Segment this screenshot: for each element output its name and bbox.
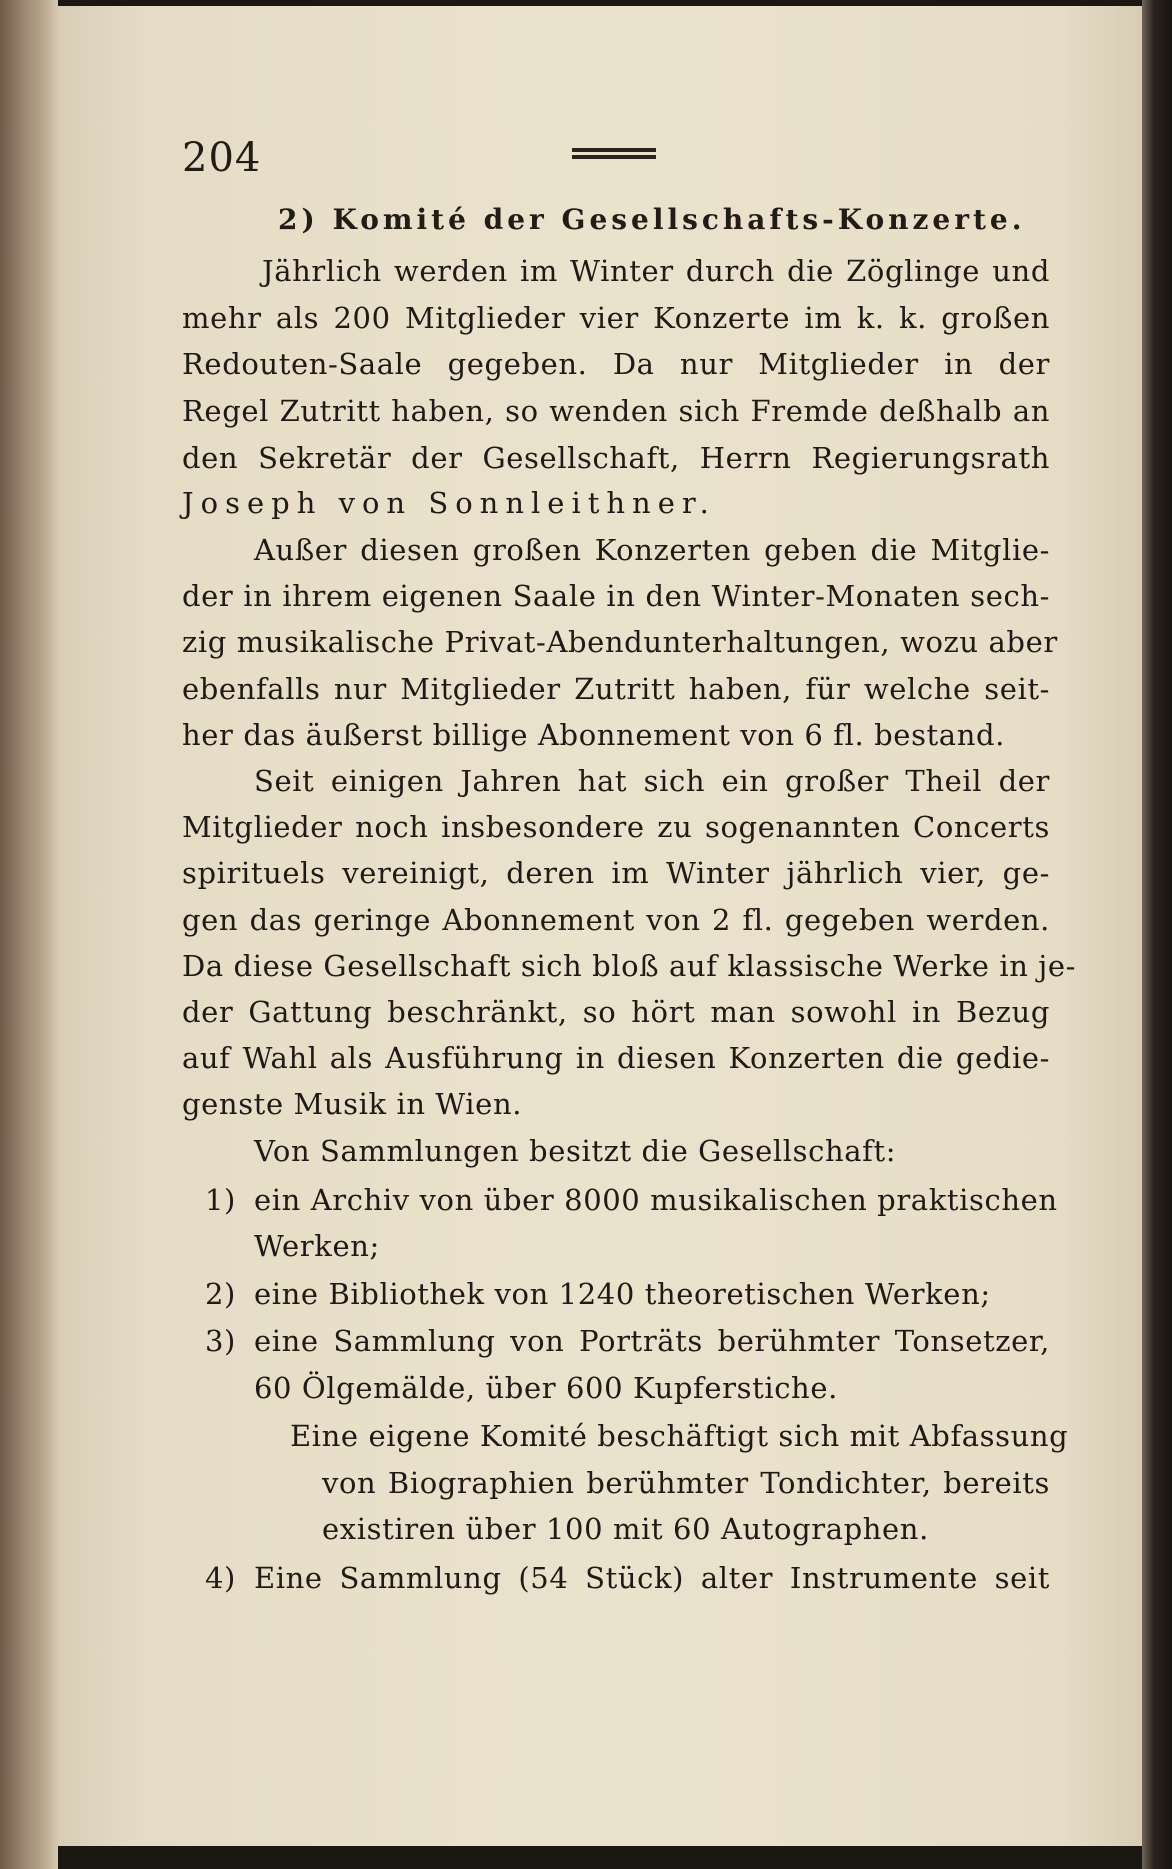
list-item-line: eine Bibliothek von 1240 theoretischen Werken; (254, 1277, 991, 1311)
text-line: Mitglieder noch insbesondere zu sogenannten Concerts (182, 810, 1050, 844)
text-line: Jährlich werden im Winter durch die Zöglinge und (262, 254, 1050, 288)
list-item-number: 3) (205, 1324, 236, 1358)
binding-edge (0, 0, 58, 1869)
note-line: existiren über 100 mit 60 Autographen. (322, 1512, 929, 1546)
text-line: Außer diesen großen Konzerten geben die Mitglie- (254, 533, 1050, 567)
list-item-line: Eine Sammlung (54 Stück) alter Instrumente seit (254, 1561, 1050, 1595)
text-line: ebenfalls nur Mitglieder Zutritt haben, für welche seit- (182, 672, 1050, 706)
text-line: den Sekretär der Gesellschaft, Herrn Regierungsrath (182, 441, 1050, 475)
list-item-line: Werken; (254, 1229, 380, 1263)
text-line: Joseph von Sonnleithner. (182, 486, 716, 520)
section-heading: 2) Komité der Gesellschafts-Konzerte. (278, 203, 1026, 236)
list-item-number: 4) (205, 1561, 236, 1595)
page-stack-edge (1142, 0, 1172, 1869)
text-line: genste Musik in Wien. (182, 1087, 523, 1121)
text-line: der Gattung beschränkt, so hört man sowohl in Bezug (182, 995, 1050, 1029)
text-line: her das äußerst billige Abonnement von 6 fl. bestand. (182, 718, 1005, 752)
text-line: Seit einigen Jahren hat sich ein großer Theil der (254, 764, 1050, 798)
list-item-number: 2) (205, 1277, 236, 1311)
list-item-line: ein Archiv von über 8000 musikalischen praktischen (254, 1183, 1058, 1217)
text-line: auf Wahl als Ausführung in diesen Konzerten die gedie- (182, 1041, 1050, 1075)
list-item-line: eine Sammlung von Porträts berühmter Tonsetzer, (254, 1324, 1050, 1358)
text-line: der in ihrem eigenen Saale in den Winter-Monaten sech- (182, 579, 1050, 613)
text-line: Regel Zutritt haben, so wenden sich Fremde deßhalb an (182, 394, 1050, 428)
list-item-number: 1) (205, 1183, 236, 1217)
text-line: Da diese Gesellschaft sich bloß auf klassische Werke in je- (182, 949, 1077, 983)
list-item-line: 60 Ölgemälde, über 600 Kupferstiche. (254, 1371, 838, 1405)
text-line: spirituels vereinigt, deren im Winter jährlich vier, ge- (182, 856, 1050, 890)
text-line: Von Sammlungen besitzt die Gesellschaft: (254, 1134, 897, 1168)
header-rule (572, 148, 656, 162)
text-line: gen das geringe Abonnement von 2 fl. gegeben werden. (182, 903, 1050, 937)
text-line: mehr als 200 Mitglieder vier Konzerte im k. k. großen (182, 301, 1050, 335)
note-line: von Biographien berühmter Tondichter, bereits (322, 1466, 1050, 1500)
note-line: Eine eigene Komité beschäftigt sich mit Abfassung (290, 1419, 1069, 1453)
page-number: 204 (182, 135, 262, 181)
text-line: Redouten-Saale gegeben. Da nur Mitglieder in der (182, 347, 1050, 381)
text-line: zig musikalische Privat-Abendunterhaltungen, wozu aber (182, 625, 1058, 659)
